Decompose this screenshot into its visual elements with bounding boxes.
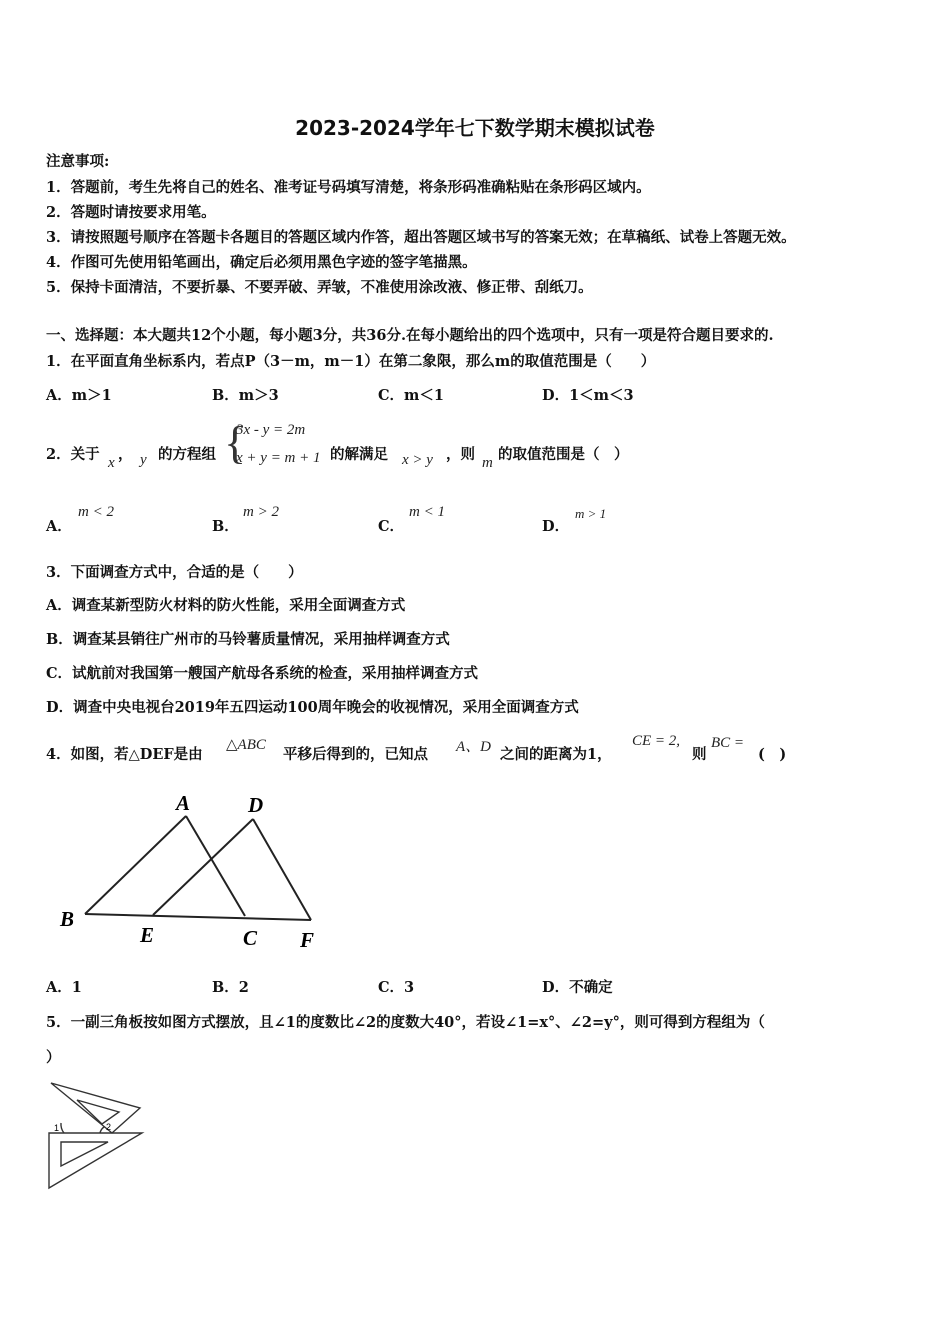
q4-stem-part1: 4．如图，若△DEF是由 bbox=[46, 746, 203, 763]
q1-option-d: D．1＜m＜3 bbox=[542, 387, 634, 404]
notice-item-2: 2．答题时请按要求用笔。 bbox=[46, 204, 216, 221]
q5-angle-label-2: 2 bbox=[106, 1122, 112, 1132]
notice-item-1: 1．答题前，考生先将自己的姓名、准考证号码填写清楚，将条形码准确粘贴在条形码区域内。 bbox=[46, 179, 651, 196]
q4-math-abc: △ABC bbox=[226, 737, 266, 753]
section-header: 一、选择题：本大题共12个小题，每小题3分，共36分.在每小题给出的四个选项中，只有一项是符合题目要求的. bbox=[46, 327, 774, 344]
q2-stem-part3: 的解满足 bbox=[330, 446, 388, 463]
q2-stem-part2: 的方程组 bbox=[158, 446, 216, 463]
q2-option-b-expr: m > 2 bbox=[243, 504, 279, 520]
q4-math-bc: BC = bbox=[711, 735, 745, 751]
q2-option-c-expr: m < 1 bbox=[409, 504, 445, 520]
q4-option-a: A．1 bbox=[46, 979, 82, 996]
q2-option-d-letter: D． bbox=[542, 518, 570, 535]
q4-option-d: D．不确定 bbox=[542, 979, 613, 996]
q4-stem-part4: 则 bbox=[692, 746, 707, 763]
q2-option-b-letter: B． bbox=[212, 518, 239, 535]
q2-var-x: x bbox=[108, 455, 115, 471]
q2-option-a-letter: A． bbox=[46, 518, 72, 535]
q4-option-c: C．3 bbox=[378, 979, 415, 996]
q4-label-c: C bbox=[243, 926, 258, 950]
notice-item-3: 3．请按照题号顺序在答题卡各题目的答题区域内作答，超出答题区域书写的答案无效；在草稿纸、试卷上答题无效。 bbox=[46, 229, 796, 246]
q2-stem-part5: 的取值范围是（ ） bbox=[498, 446, 629, 463]
q4-label-b: B bbox=[60, 907, 75, 931]
q2-option-d-expr: m > 1 bbox=[575, 506, 607, 521]
page-title: 2023-2024学年七下数学期末模拟试卷 bbox=[295, 116, 655, 140]
q4-math-ad: A、D bbox=[456, 739, 491, 755]
q5-set-squares-figure bbox=[44, 1078, 154, 1203]
q4-math-ce: CE = 2, bbox=[632, 733, 681, 749]
q3-option-b: B．调查某县销往广州市的马铃薯质量情况，采用抽样调查方式 bbox=[46, 631, 450, 648]
q2-stem-part1: 2．关于 bbox=[46, 446, 100, 463]
q3-option-d: D．调查中央电视台2019年五四运动100周年晚会的收视情况，采用全面调查方式 bbox=[46, 699, 579, 716]
q4-label-a: A bbox=[176, 791, 191, 815]
q4-translation-figure bbox=[55, 790, 355, 960]
q1-stem: 1．在平面直角坐标系内，若点P（3－m，m－1）在第二象限，那么m的取值范围是（ ） bbox=[46, 353, 656, 370]
q4-label-e: E bbox=[140, 923, 155, 947]
q1-option-b: B．m＞3 bbox=[212, 387, 279, 404]
q2-comma: ， bbox=[118, 446, 133, 463]
q2-equation-2: x + y = m + 1 bbox=[236, 450, 321, 466]
q5-stem-line2: ） bbox=[46, 1049, 61, 1066]
q4-label-f: F bbox=[300, 928, 315, 952]
q1-option-c: C．m＜1 bbox=[378, 387, 444, 404]
q5-angle-label-1: 1 bbox=[54, 1123, 60, 1133]
q1-option-a: A．m＞1 bbox=[46, 387, 112, 404]
q2-condition: x > y bbox=[402, 452, 433, 468]
q3-stem: 3．下面调查方式中，合适的是（ ） bbox=[46, 564, 303, 581]
q4-stem-part2: 平移后得到的，已知点 bbox=[283, 746, 428, 763]
notice-item-4: 4．作图可先使用铅笔画出，确定后必须用黑色字迹的签字笔描黑。 bbox=[46, 254, 477, 271]
q4-option-b: B．2 bbox=[212, 979, 249, 996]
q2-var-m: m bbox=[482, 455, 493, 471]
q2-option-a-expr: m < 2 bbox=[78, 504, 114, 520]
q2-var-y: y bbox=[140, 452, 147, 468]
q5-stem-line1: 5．一副三角板按如图方式摆放，且∠1的度数比∠2的度数大40°，若设∠1=x°、∠2=y°，则可得到方程组为（ bbox=[46, 1014, 765, 1031]
q2-system-brace: { bbox=[224, 417, 247, 468]
q2-stem-part4: ，则 bbox=[446, 446, 475, 463]
q4-label-d: D bbox=[248, 793, 264, 817]
notice-item-5: 5．保持卡面清洁，不要折暴、不要弄破、弄皱，不准使用涂改液、修正带、刮纸刀。 bbox=[46, 279, 593, 296]
q3-option-c: C．试航前对我国第一艘国产航母各系统的检查，采用抽样调查方式 bbox=[46, 665, 479, 682]
q2-option-c-letter: C． bbox=[378, 518, 405, 535]
q3-option-a: A．调查某新型防火材料的防火性能，采用全面调查方式 bbox=[46, 597, 406, 614]
q4-stem-part3: 之间的距离为1， bbox=[500, 746, 612, 763]
q2-equation-1: 3x - y = 2m bbox=[236, 422, 306, 438]
q4-stem-part5: ( ) bbox=[758, 746, 787, 763]
notice-heading: 注意事项: bbox=[46, 153, 110, 170]
